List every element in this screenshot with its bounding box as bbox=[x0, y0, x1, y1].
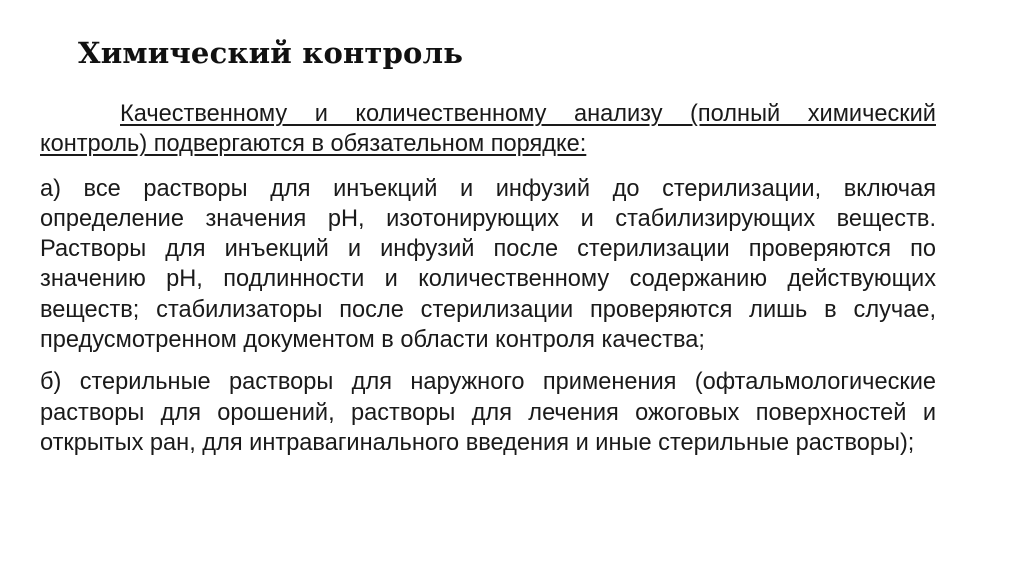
intro-text: Качественному и количественному анализу (полный химический контроль) подвергаются в обязательном порядке: bbox=[40, 101, 936, 158]
intro-paragraph bbox=[40, 99, 936, 160]
item-a-paragraph: а) все растворы для инъекций и инфузий до стерилизации, включая определение значения рН, изотонирующих и стабилизирующих веществ. Растворы для инъекций и инфузий после стерилизации проверяются по значению рН, подлинности и количественному содержанию действующих веществ; стабилизаторы после стерилизации проверяются лишь в случае, предусмотренном документом в области контроля качества; bbox=[40, 175, 936, 354]
item-b-paragraph: б) стерильные растворы для наружного применения (офтальмологические растворы для орошений, растворы для лечения ожоговых поверхностей и открытых ран, для интравагинального введения и иные стерильные растворы); bbox=[40, 369, 936, 456]
slide-title: Химический контроль bbox=[78, 36, 464, 70]
slide-body bbox=[40, 99, 936, 458]
